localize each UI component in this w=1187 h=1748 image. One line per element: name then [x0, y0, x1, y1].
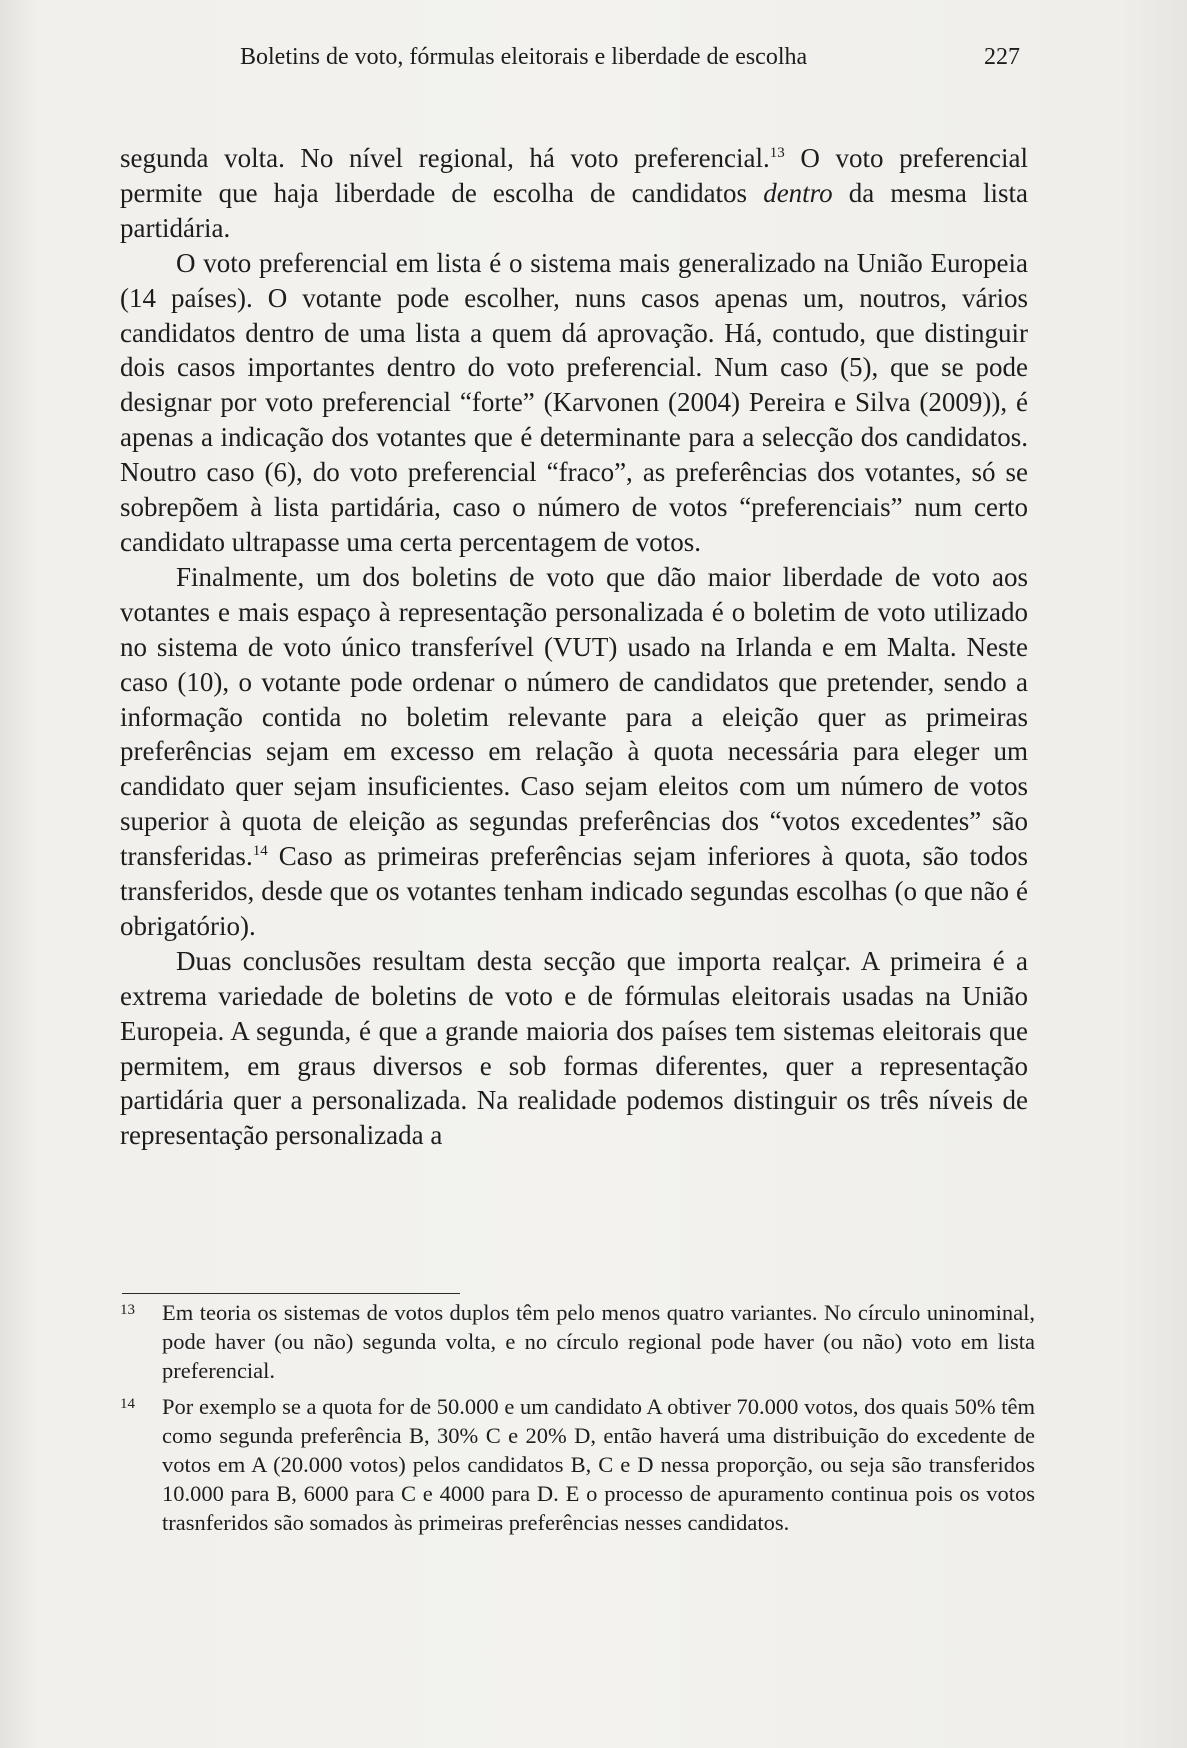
footnote-divider — [122, 1293, 460, 1294]
footnote-14-text: Por exemplo se a quota for de 50.000 e um candidato A obtiver 70.000 votos, dos quais 50% têm como segunda preferência B, 30% C e 20% D, então haverá uma distribuição do excedente de votos em A (20.000 votos) pelos candidatos B, C e D nessa proporção, ou seja são transferidos 10.000 para B, 6000 para C e 4000 para D. E o processo de apuramento continua pois os votos trasnferidos são somados às primeiras preferências nesses candidatos. — [162, 1393, 1035, 1536]
paragraph-2: O voto preferencial em lista é o sistema mais generalizado na União Europeia (14 países). O votante pode escolher, nuns casos apenas um, noutros, vários candidatos dentro de uma lista a quem dá aprovação. Há, contudo, que distinguir dois casos importantes dentro do voto preferencial. Num caso (5), que se pode designar por voto preferencial “forte” (Karvonen (2004) Pereira e Silva (2009)), é apenas a indicação dos votantes que é determinante para a selecção dos candidatos. Noutro caso (6), do voto preferencial “fraco”, as preferências dos votantes, só se sobrepõem à lista partidária, caso o número de votos “preferenciais” num certo candidato ultrapasse uma certa percentagem de votos. — [120, 247, 1028, 557]
emphasis-dentro: dentro — [763, 177, 833, 208]
footnotes — [120, 1298, 1035, 1544]
footnote-13-text: Em teoria os sistemas de votos duplos têm pelo menos quatro variantes. No círculo uninominal, pode haver (ou não) segunda volta, e no círculo regional pode haver (ou não) voto em lista preferencial. — [162, 1300, 1035, 1384]
paragraph-1 — [120, 141, 1028, 246]
page-number: 227 — [984, 44, 1020, 70]
paragraph-1-text-b: O voto preferencial permite que haja liberdade de escolha de candidatos — [120, 143, 1028, 208]
paragraph-1-text-a: segunda volta. No nível regional, há voto preferencial. — [120, 143, 770, 173]
paragraph-3 — [120, 560, 1028, 944]
footnote-13-mark: 13 — [120, 1302, 135, 1318]
footnote-14-mark: 14 — [120, 1395, 135, 1412]
paragraph-3-text-b: Caso as primeiras preferências sejam inferiores à quota, são todos transferidos, desde que os votantes tenham indicado segundas escolhas (o que não é obrigatório). — [120, 841, 1028, 941]
page-header — [240, 40, 1020, 74]
footnote-ref-14: 14 — [252, 843, 268, 860]
running-title: Boletins de voto, fórmulas eleitorais e liberdade de escolha — [240, 44, 808, 70]
footnote-14 — [120, 1392, 1035, 1538]
footnote-ref-13: 13 — [769, 145, 785, 161]
paragraph-4: Duas conclusões resultam desta secção que importa realçar. A primeira é a extrema variedade de boletins de voto e de fórmulas eleitorais usadas na União Europeia. A segunda, é que a grande maioria dos países tem sistemas eleitorais que permitem, em graus diversos e sob formas diferentes, quer a representação partidária quer a personalizada. Na realidade podemos distinguir os três níveis de representação personalizada a — [120, 945, 1028, 1151]
paragraph-1-text-c: da mesma lista partidária. — [120, 177, 1028, 243]
paragraph-3-text-a: Finalmente, um dos boletins de voto que dão maior liberdade de voto aos votantes e mais espaço à representação personalizada é o boletim de voto utilizado no sistema de voto único transferível (VUT) usado na Irlanda e em Malta. Neste caso (10), o votante pode ordenar o número de candidatos que pretender, sendo a informação contida no boletim relevante para a eleição quer as primeiras preferências sejam em excesso em relação à quota necessária para eleger um candidato quer sejam insuficientes. Caso sejam eleitos com um número de votos superior à quota de eleição as segundas preferências dos “votos excedentes” são transferidas. — [120, 561, 1028, 872]
body-text — [120, 141, 1028, 1153]
footnote-13 — [120, 1298, 1035, 1386]
